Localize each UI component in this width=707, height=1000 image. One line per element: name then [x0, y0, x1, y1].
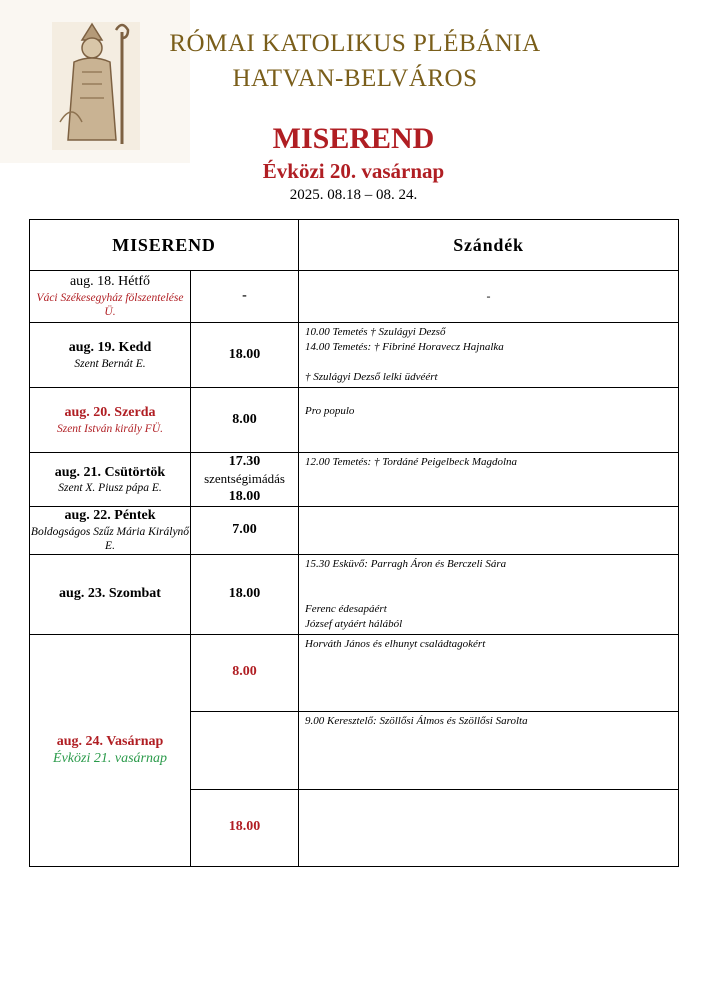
time-first: 17.30 [228, 454, 261, 469]
time-cell: 7.00 [191, 507, 299, 554]
day-label: aug. 24. Vasárnap [56, 733, 164, 749]
intention-line: 9.00 Keresztelő: Szöllősi Álmos és Szöllősi Sarolta [305, 714, 528, 727]
intention-line: 10.00 Temetés † Szulágyi Dezső [305, 326, 446, 338]
intention-line: 15.30 Esküvő: Parragh Áron és Berczeli Sára [305, 557, 507, 570]
page-title: MISEREND [272, 122, 435, 155]
intention-line: Ferenc édesapáért [305, 602, 387, 615]
table-row [30, 388, 679, 453]
intention-line: † Szulágyi Dezső lelki üdvéért [305, 371, 438, 383]
day-cell [30, 634, 191, 866]
day-cell [30, 507, 191, 554]
day-label: aug. 19. Kedd [68, 340, 152, 356]
sunday-subtitle: Évközi 21. vasárnap [53, 751, 167, 767]
mass-schedule-table [29, 219, 679, 867]
time-note: szentségimádás [204, 471, 285, 487]
intention-cell [299, 554, 679, 634]
intention-cell [299, 453, 679, 507]
day-label: aug. 23. Szombat [59, 586, 161, 602]
table-row [30, 554, 679, 634]
table-row [30, 453, 679, 507]
day-cell [30, 323, 191, 388]
intention-line [305, 587, 672, 602]
intention-line [305, 572, 672, 587]
page-subtitle: Évközi 20. vasárnap [262, 159, 445, 183]
parish-name: RÓMAI KATOLIKUS PLÉBÁNIA [169, 30, 541, 57]
intention-cell [299, 323, 679, 388]
intention-line: 12.00 Temetés: † Tordáné Peigelbeck Magdolna [305, 456, 518, 468]
parish-location: HATVAN-BELVÁROS [232, 65, 478, 92]
table-row [30, 323, 679, 388]
time-cell: 18.00 [191, 554, 299, 634]
day-label: aug. 21. Csütörtök [54, 464, 166, 480]
day-cell [30, 388, 191, 453]
time-cell: 8.00 [191, 634, 299, 711]
intention-cell [299, 789, 679, 866]
time-cell [191, 711, 299, 789]
time-cell: 18.00 [191, 323, 299, 388]
header-schedule: MISEREND [30, 220, 299, 271]
time-second: 18.00 [228, 489, 261, 505]
saint-label: Váci Székesegyház fölszentelése Ü. [36, 291, 184, 319]
day-label: aug. 18. Hétfő [69, 274, 151, 290]
intention-line [305, 355, 672, 370]
time-cell: - [191, 271, 299, 323]
table-row [30, 271, 679, 323]
time-cell [191, 453, 299, 507]
intention-cell [299, 711, 679, 789]
intention-line: Horváth János és elhunyt családtagokért [305, 637, 486, 650]
date-range: 2025. 08.18 – 08. 24. [289, 187, 418, 203]
time-cell: 8.00 [191, 388, 299, 453]
day-cell [30, 554, 191, 634]
day-label: aug. 20. Szerda [64, 405, 156, 421]
intention-line: Pro populo [305, 405, 355, 417]
saint-label: Szent István király FÜ. [56, 422, 164, 435]
time-cell: 18.00 [191, 789, 299, 866]
table-row [30, 507, 679, 554]
header-intention: Szándék [299, 220, 679, 271]
saint-label: Szent Bernát E. [74, 357, 146, 370]
day-label: aug. 22. Péntek [64, 508, 156, 524]
intention-cell [299, 507, 679, 554]
intention-cell: - [299, 271, 679, 323]
intention-line: József atyáért hálából [305, 617, 403, 630]
day-cell [30, 271, 191, 323]
day-cell [30, 453, 191, 507]
table-header [30, 220, 679, 271]
intention-cell [299, 388, 679, 453]
intention-line: 14.00 Temetés: † Fibriné Horavecz Hajnalka [305, 341, 504, 353]
saint-label: Szent X. Piusz pápa E. [58, 482, 162, 495]
intention-cell [299, 634, 679, 711]
table-row [30, 634, 679, 711]
saint-label: Boldogságos Szűz Mária Királynő E. [30, 525, 190, 553]
